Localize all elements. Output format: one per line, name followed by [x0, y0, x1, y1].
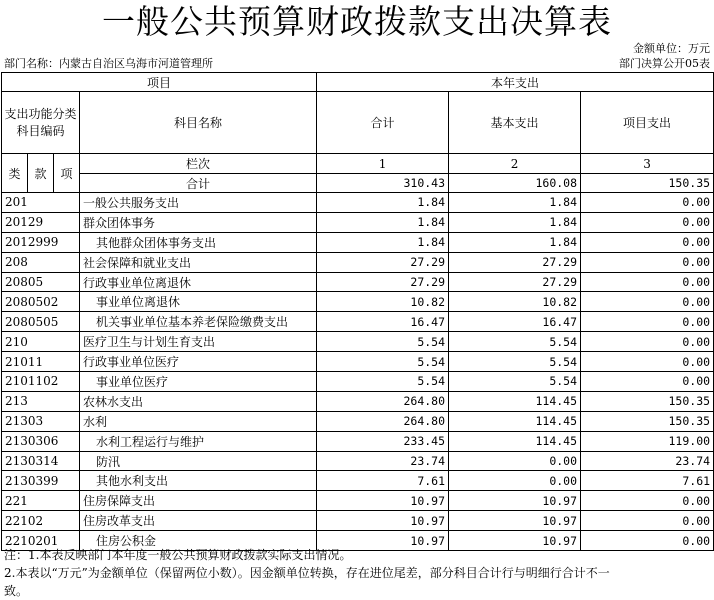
- row-total: 233.45: [317, 431, 449, 451]
- row-basic: 27.29: [449, 252, 581, 272]
- row-subject-name: 农林水支出: [80, 391, 317, 411]
- row-subject-name: 行政事业单位离退休: [80, 272, 317, 292]
- row-subject-name: 事业单位离退休: [80, 292, 317, 312]
- row-subject-name: 其他水利支出: [80, 471, 317, 491]
- col-number-3: 3: [581, 154, 714, 174]
- table-row: [2, 451, 714, 471]
- row-project: 0.00: [581, 511, 714, 531]
- row-subject-name: 防汛: [80, 451, 317, 471]
- row-basic: 0.00: [449, 471, 581, 491]
- row-project: 0.00: [581, 292, 714, 312]
- row-project: 0.00: [581, 193, 714, 213]
- row-project: 119.00: [581, 431, 714, 451]
- table-row: [2, 352, 714, 372]
- department-name: 部门名称：内蒙古自治区乌海市河道管理所: [4, 57, 213, 70]
- col-number-2: 2: [449, 154, 581, 174]
- row-total: 5.54: [317, 332, 449, 352]
- row-code: 221: [2, 491, 80, 511]
- table-row: [2, 193, 714, 213]
- row-total: 1.84: [317, 212, 449, 232]
- header-lei: 类: [2, 154, 28, 193]
- row-subject-name: 水利工程运行与维护: [80, 431, 317, 451]
- table-row: [2, 471, 714, 491]
- table-row: [2, 292, 714, 312]
- row-basic: 1.84: [449, 212, 581, 232]
- row-basic: 114.45: [449, 431, 581, 451]
- header-subject: 科目名称: [80, 92, 317, 154]
- row-basic: 114.45: [449, 391, 581, 411]
- sum-basic: 160.08: [449, 174, 581, 193]
- row-code: 21011: [2, 352, 80, 372]
- row-basic: 10.97: [449, 491, 581, 511]
- header-basic: 基本支出: [449, 92, 581, 154]
- row-project: 150.35: [581, 411, 714, 431]
- row-code: 2012999: [2, 232, 80, 252]
- row-project: 23.74: [581, 451, 714, 471]
- row-basic: 10.82: [449, 292, 581, 312]
- col-number-1: 1: [317, 154, 449, 174]
- row-code: 21303: [2, 411, 80, 431]
- sum-project: 150.35: [581, 174, 714, 193]
- header-kuan: 款: [28, 154, 54, 193]
- row-project: 0.00: [581, 272, 714, 292]
- row-code: 2130399: [2, 471, 80, 491]
- amount-unit: 金额单位：万元: [633, 42, 710, 55]
- header-project: 项目支出: [581, 92, 714, 154]
- row-basic: 5.54: [449, 332, 581, 352]
- row-subject-name: 社会保障和就业支出: [80, 252, 317, 272]
- row-basic: 114.45: [449, 411, 581, 431]
- row-code: 210: [2, 332, 80, 352]
- row-total: 5.54: [317, 372, 449, 392]
- row-total: 10.97: [317, 531, 449, 551]
- row-code: 20805: [2, 272, 80, 292]
- row-code: 2080502: [2, 292, 80, 312]
- row-subject-name: 机关事业单位基本养老保险缴费支出: [80, 312, 317, 332]
- row-subject-name: 群众团体事务: [80, 212, 317, 232]
- table-row: [2, 332, 714, 352]
- row-basic: 10.97: [449, 531, 581, 551]
- header-item: 项目: [2, 73, 317, 92]
- row-subject-name: 事业单位医疗: [80, 372, 317, 392]
- row-total: 27.29: [317, 252, 449, 272]
- row-project: 0.00: [581, 491, 714, 511]
- row-total: 5.54: [317, 352, 449, 372]
- row-code: 2080505: [2, 312, 80, 332]
- row-total: 27.29: [317, 272, 449, 292]
- row-basic: 1.84: [449, 232, 581, 252]
- table-row: [2, 391, 714, 411]
- table-row: [2, 511, 714, 531]
- row-subject-name: 住房公积金: [80, 531, 317, 551]
- table-row: [2, 431, 714, 451]
- row-total: 10.82: [317, 292, 449, 312]
- row-total: 1.84: [317, 232, 449, 252]
- row-code: 22102: [2, 511, 80, 531]
- notes: [4, 546, 710, 600]
- page-title: 一般公共预算财政拨款支出决算表: [102, 2, 612, 41]
- row-code: 20129: [2, 212, 80, 232]
- row-basic: 10.97: [449, 511, 581, 531]
- row-subject-name: 住房改革支出: [80, 511, 317, 531]
- row-code: 2101102: [2, 372, 80, 392]
- note-line-2: 2.本表以“万元”为金额单位（保留两位小数）。因金额单位转换，存在进位尾差，部分科目合计行与明细行合计不一: [4, 566, 610, 580]
- table-row: [2, 491, 714, 511]
- table-row: [2, 252, 714, 272]
- row-basic: 5.54: [449, 372, 581, 392]
- row-project: 0.00: [581, 531, 714, 551]
- table-row: [2, 212, 714, 232]
- row-total: 16.47: [317, 312, 449, 332]
- row-code: 201: [2, 193, 80, 213]
- row-total: 10.97: [317, 491, 449, 511]
- row-total: 23.74: [317, 451, 449, 471]
- row-code: 208: [2, 252, 80, 272]
- sum-label: 合计: [80, 174, 317, 193]
- row-basic: 1.84: [449, 193, 581, 213]
- row-project: 0.00: [581, 332, 714, 352]
- row-code: 213: [2, 391, 80, 411]
- row-basic: 16.47: [449, 312, 581, 332]
- row-basic: 0.00: [449, 451, 581, 471]
- header-total: 合计: [317, 92, 449, 154]
- row-subject-name: 行政事业单位医疗: [80, 352, 317, 372]
- row-project: 0.00: [581, 372, 714, 392]
- row-project: 150.35: [581, 391, 714, 411]
- table-row: [2, 312, 714, 332]
- row-total: 264.80: [317, 411, 449, 431]
- table-row: [2, 411, 714, 431]
- row-basic: 5.54: [449, 352, 581, 372]
- row-subject-name: 水利: [80, 411, 317, 431]
- header-year-expenditure: 本年支出: [317, 73, 714, 92]
- row-code: 2130314: [2, 451, 80, 471]
- row-code: 2210201: [2, 531, 80, 551]
- row-subject-name: 医疗卫生与计划生育支出: [80, 332, 317, 352]
- table-row: [2, 232, 714, 252]
- row-total: 10.97: [317, 511, 449, 531]
- table-number: 部门决算公开05表: [619, 57, 710, 70]
- table-row: [2, 372, 714, 392]
- row-project: 7.61: [581, 471, 714, 491]
- row-code: 2130306: [2, 431, 80, 451]
- row-subject-name: 住房保障支出: [80, 491, 317, 511]
- row-total: 7.61: [317, 471, 449, 491]
- row-project: 0.00: [581, 312, 714, 332]
- header-xiang: 项: [54, 154, 80, 193]
- row-subject-name: 其他群众团体事务支出: [80, 232, 317, 252]
- note-line-1: 注：1.本表反映部门本年度一般公共预算财政拨款实际支出情况。: [4, 548, 352, 562]
- row-project: 0.00: [581, 252, 714, 272]
- row-project: 0.00: [581, 232, 714, 252]
- table-row: [2, 272, 714, 292]
- header-code: 支出功能分类科目编码: [2, 92, 80, 154]
- expenditure-table: [1, 72, 714, 551]
- row-total: 264.80: [317, 391, 449, 411]
- row-project: 0.00: [581, 212, 714, 232]
- header-lanci: 栏次: [80, 154, 317, 174]
- row-total: 1.84: [317, 193, 449, 213]
- row-subject-name: 一般公共服务支出: [80, 193, 317, 213]
- note-line-3: 致。: [4, 584, 29, 598]
- sum-total: 310.43: [317, 174, 449, 193]
- row-project: 0.00: [581, 352, 714, 372]
- row-basic: 27.29: [449, 272, 581, 292]
